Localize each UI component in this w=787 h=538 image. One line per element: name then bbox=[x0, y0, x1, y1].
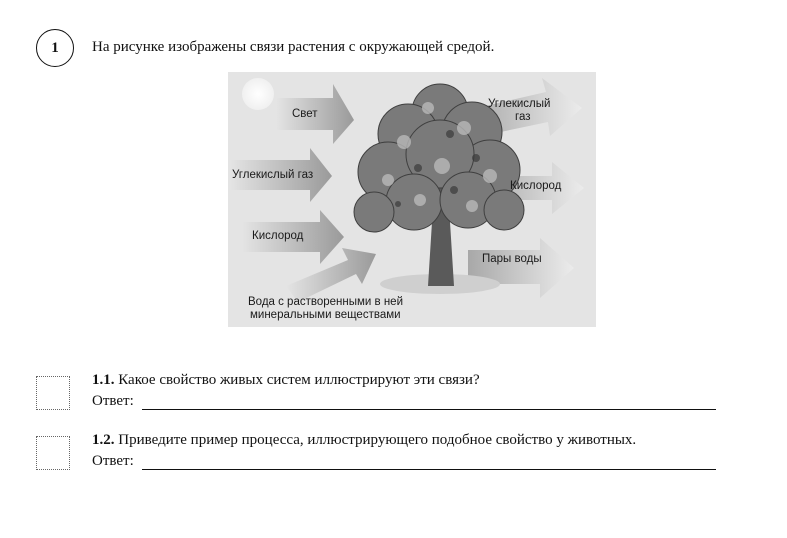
answer-underline bbox=[142, 409, 716, 410]
answer-label: Ответ: bbox=[92, 453, 134, 469]
plant-environment-figure bbox=[228, 72, 596, 327]
answer-box-1-2[interactable] bbox=[36, 436, 70, 470]
label-light: Свет bbox=[292, 108, 318, 120]
label-co2-out-line1: Углекислый bbox=[488, 98, 551, 110]
label-water-line1: Вода с растворенными в ней bbox=[248, 296, 404, 308]
question-text: Какое свойство живых систем иллюстрируют эти связи? bbox=[118, 372, 480, 388]
label-oxygen-in: Кислород bbox=[252, 230, 304, 242]
label-co2-out-line2: газ bbox=[515, 111, 531, 123]
question-number: 1.2. bbox=[92, 432, 115, 448]
answer-label: Ответ: bbox=[92, 393, 134, 409]
task-intro: На рисунке изображены связи растения с окружающей средой. bbox=[92, 39, 495, 55]
water-arrow bbox=[286, 248, 376, 302]
question-number: 1.1. bbox=[92, 372, 115, 388]
label-oxygen-out: Кислород bbox=[510, 180, 562, 192]
label-water-line2: минеральными веществами bbox=[250, 309, 401, 321]
answer-box-1-1[interactable] bbox=[36, 376, 70, 410]
question-1-2 bbox=[92, 432, 636, 449]
label-co2-in: Углекислый газ bbox=[232, 169, 314, 181]
sun-icon bbox=[242, 78, 274, 110]
answer-field-1-1[interactable] bbox=[92, 393, 716, 411]
answer-underline bbox=[142, 469, 716, 470]
question-1-1 bbox=[92, 372, 480, 389]
answer-field-1-2[interactable] bbox=[92, 453, 716, 471]
task-number: 1 bbox=[36, 29, 74, 67]
label-vapor: Пары воды bbox=[482, 253, 542, 265]
question-text: Приведите пример процесса, иллюстрирующего подобное свойство у животных. bbox=[118, 432, 637, 448]
